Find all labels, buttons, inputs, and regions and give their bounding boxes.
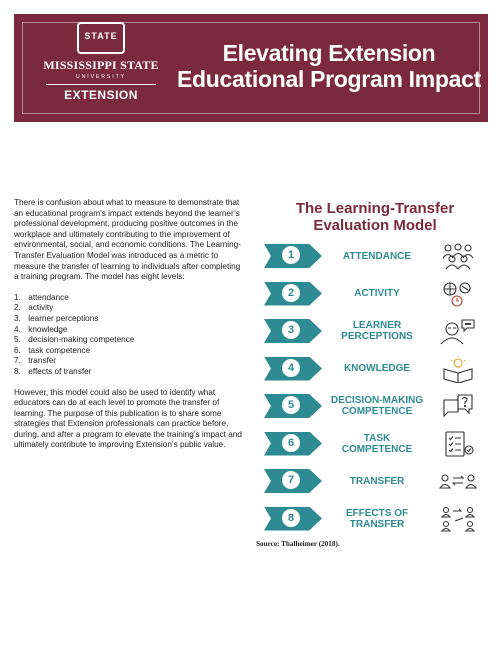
list-item: 2. activity bbox=[14, 303, 54, 313]
model-row-activity bbox=[262, 276, 498, 314]
state-badge-icon: STATE bbox=[77, 22, 125, 54]
list-item: 5. decision-making competence bbox=[14, 335, 135, 345]
people-network-icon bbox=[438, 505, 478, 533]
model-row-effects-of-transfer bbox=[262, 501, 498, 539]
intro-paragraph-1: There is confusion about what to measure to demonstrate that an educational program’s impact extends beyond the learner’s professional development, producing positive outcomes in the workplace and ultimately contributing to the improvement of environmental, social, and economic conditions. The Learning-Transfer Evaluation Model was introduced as a metric to measure the transfer of learning to individuals after completing a training program. The model has eight levels: bbox=[14, 198, 241, 282]
list-item: 3. learner perceptions bbox=[14, 313, 99, 323]
list-item: 4. knowledge bbox=[14, 324, 68, 334]
level-number: 4 bbox=[282, 359, 300, 377]
logo-extension: EXTENSION bbox=[64, 88, 138, 102]
decision-question-icon bbox=[438, 392, 478, 420]
level-label: TASK COMPETENCE bbox=[341, 432, 413, 455]
source-citation: Source: Thalheimer (2018). bbox=[256, 540, 340, 548]
people-transfer-icon bbox=[438, 467, 478, 495]
level-label: KNOWLEDGE bbox=[343, 363, 411, 374]
level-number: 3 bbox=[282, 321, 300, 339]
logo-name: MISSISSIPPI STATE bbox=[43, 58, 159, 72]
msu-extension-logo bbox=[36, 22, 166, 112]
list-item: 1. attendance bbox=[14, 292, 69, 302]
model-row-task-competence bbox=[262, 426, 498, 464]
level-number: 1 bbox=[282, 246, 300, 264]
model-title: The Learning-Transfer Evaluation Model bbox=[295, 200, 455, 234]
model-row-attendance bbox=[262, 238, 498, 276]
level-label: EFFECTS OF TRANSFER bbox=[345, 507, 409, 530]
checklist-icon bbox=[438, 430, 478, 458]
level-label: DECISION-MAKING COMPETENCE bbox=[330, 395, 424, 417]
list-item: 7. transfer bbox=[14, 356, 57, 366]
logo-divider bbox=[46, 84, 156, 85]
intro-text bbox=[14, 198, 246, 461]
level-number: 5 bbox=[282, 396, 300, 414]
list-item: 6. task competence bbox=[14, 345, 91, 355]
logo-sub: UNIVERSITY bbox=[75, 74, 126, 80]
person-speech-icon bbox=[438, 317, 478, 345]
list-item: 8. effects of transfer bbox=[14, 366, 92, 376]
model-row-transfer bbox=[262, 463, 498, 501]
header-banner bbox=[14, 14, 488, 122]
page-title-line2: Educational Program Impact bbox=[176, 66, 482, 92]
level-number: 6 bbox=[282, 434, 300, 452]
people-group-icon bbox=[438, 242, 478, 270]
model-row-learner-perceptions bbox=[262, 313, 498, 351]
page-title bbox=[164, 40, 494, 92]
book-lightbulb-icon bbox=[438, 355, 478, 383]
level-number: 2 bbox=[282, 284, 300, 302]
level-label: TRANSFER bbox=[349, 475, 405, 487]
level-number: 7 bbox=[282, 471, 300, 489]
model-row-knowledge bbox=[262, 351, 498, 389]
level-label: LEARNER PERCEPTIONS bbox=[341, 320, 413, 342]
page-title-line1: Elevating Extension bbox=[222, 40, 436, 66]
intro-paragraph-2: However, this model could also be used to identify what educators can do at each level to promote the transfer of learning. The purpose of this publication is to share some strategies that Extension professionals can practice before, during, and after a program to elevate the training’s impact and ultimately contribute to improving Extension’s public value. bbox=[14, 387, 242, 450]
level-number: 8 bbox=[282, 509, 300, 527]
model-diagram bbox=[262, 238, 498, 538]
model-row-decision-making bbox=[262, 388, 498, 426]
sports-activity-icon bbox=[438, 280, 478, 308]
levels-list bbox=[14, 293, 246, 378]
level-label: ATTENDANCE bbox=[342, 250, 412, 262]
level-label: ACTIVITY bbox=[354, 288, 400, 299]
